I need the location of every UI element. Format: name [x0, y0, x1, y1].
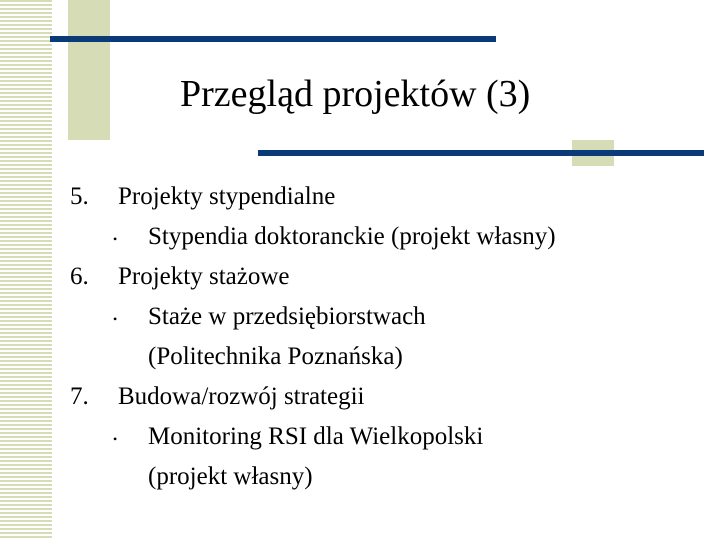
bullet-icon: •: [113, 232, 118, 246]
item-heading: Budowa/rozwój strategii: [118, 383, 365, 410]
bullet-icon: •: [113, 432, 118, 446]
top-decor-block: [68, 0, 110, 140]
slide-title: Przegląd projektów (3): [180, 73, 531, 115]
item-heading: Projekty stażowe: [118, 263, 290, 290]
item-number: 5.: [70, 183, 89, 210]
item-number: 7.: [70, 383, 89, 410]
item-subtext: (projekt własny): [148, 463, 313, 490]
item-subtext: Staże w przedsiębiorstwach: [148, 303, 426, 330]
item-subtext: Stypendia doktoranckie (projekt własny): [148, 223, 556, 250]
item-number: 6.: [70, 263, 89, 290]
bullet-icon: •: [113, 312, 118, 326]
item-subtext: Monitoring RSI dla Wielkopolski: [148, 423, 484, 450]
item-heading: Projekty stypendialne: [118, 183, 336, 210]
left-stripe-decoration: [0, 0, 52, 540]
item-subtext: (Politechnika Poznańska): [148, 343, 403, 370]
top-accent-bar: [50, 36, 496, 42]
bottom-accent-bar: [258, 150, 704, 156]
